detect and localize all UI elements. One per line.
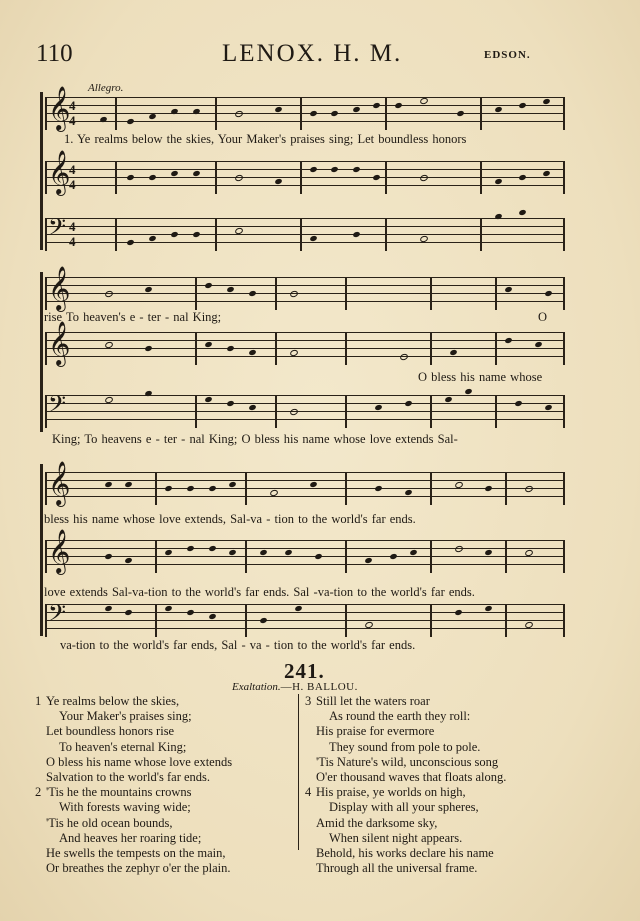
bar-line <box>505 604 507 637</box>
lyrics-line: va-tion to the world's far ends, Sal - va - tion to the world's far ends. <box>60 638 416 652</box>
verses-left-column <box>35 694 232 876</box>
note-head <box>274 178 282 185</box>
note-head <box>274 106 282 113</box>
note-head <box>409 549 417 556</box>
note-head <box>484 605 492 612</box>
staff-s3-bass <box>45 599 565 636</box>
note-head <box>518 174 526 181</box>
composer-name: EDSON. <box>484 49 531 61</box>
staff-s2-alto <box>45 321 565 365</box>
bar-line <box>345 540 347 573</box>
note-head <box>148 113 156 120</box>
note-head <box>164 549 172 556</box>
note-head <box>186 609 194 616</box>
verse-line: As round the earth they roll: <box>329 709 471 724</box>
note-head <box>259 617 267 624</box>
note-head <box>364 621 374 629</box>
verse-line: Amid the darksome sky, <box>316 815 438 830</box>
note-head <box>494 213 502 220</box>
system-brace <box>40 92 43 250</box>
note-head <box>144 390 152 397</box>
staff-s1-alto: 𝄞 4 4 <box>45 161 565 193</box>
note-head <box>419 235 429 243</box>
note-head <box>524 621 534 629</box>
bar-line <box>300 97 302 130</box>
lyrics-line: rise To heaven's e - ter - nal King; <box>44 310 222 324</box>
bar-line <box>195 395 197 428</box>
note-head <box>534 341 542 348</box>
note-head <box>524 485 534 493</box>
bar-line <box>245 540 247 573</box>
bass-clef-icon: 𝄢 <box>48 599 67 632</box>
note-head <box>484 549 492 556</box>
note-head <box>494 178 502 185</box>
note-head <box>124 557 132 564</box>
hymn-title: Exaltation. <box>232 681 281 693</box>
bar-line <box>300 218 302 251</box>
bass-clef-icon: 𝄢 <box>48 390 67 423</box>
bar-line <box>155 604 157 637</box>
note-head <box>186 545 194 552</box>
bar-line <box>195 332 197 365</box>
verse-line: 2 'Tis he the mountains crowns <box>35 785 192 800</box>
note-head <box>399 353 409 361</box>
note-head <box>314 553 322 560</box>
bar-line <box>245 604 247 637</box>
note-head <box>248 404 256 411</box>
note-head <box>404 400 412 407</box>
note-head <box>124 481 132 488</box>
bar-line <box>345 332 347 365</box>
note-head <box>248 349 256 356</box>
note-head <box>542 170 550 177</box>
note-head <box>284 549 292 556</box>
treble-clef-icon: 𝄞 <box>48 529 71 573</box>
note-head <box>204 341 212 348</box>
note-head <box>289 408 299 416</box>
verse-line: He swells the tempests on the main, <box>46 846 226 861</box>
staff-s2-treble <box>45 266 565 310</box>
column-divider <box>298 694 299 850</box>
note-head <box>144 286 152 293</box>
bar-line <box>495 332 497 365</box>
bar-line <box>495 395 497 428</box>
bar-line <box>275 395 277 428</box>
page-header <box>0 40 640 74</box>
bar-line <box>430 395 432 428</box>
bar-line <box>385 97 387 130</box>
note-head <box>192 170 200 177</box>
time-signature: 4 4 <box>69 98 76 128</box>
note-head <box>170 231 178 238</box>
note-head <box>104 553 112 560</box>
verse-line: To heaven's eternal King; <box>59 739 187 754</box>
verse-line: 3 Still let the waters roar <box>305 694 430 708</box>
note-head <box>104 396 114 404</box>
bar-line <box>480 161 482 194</box>
note-head <box>374 485 382 492</box>
note-head <box>208 613 216 620</box>
bar-line <box>385 161 387 194</box>
note-head <box>294 605 302 612</box>
treble-clef-icon: 𝄞 <box>48 86 71 130</box>
bar-line <box>430 540 432 573</box>
verse-line: Through all the universal frame. <box>316 861 478 876</box>
lyrics-line: 1. Ye realms below the skies, Your Maker's praises sing; Let boundless honors <box>64 132 467 146</box>
page-number: 110 <box>36 40 73 67</box>
verse-line: And heaves her roaring tide; <box>59 830 202 845</box>
note-head <box>444 396 452 403</box>
note-head <box>544 290 552 297</box>
verses-right-column <box>305 694 506 876</box>
hymn-subtitle <box>232 681 358 693</box>
note-head <box>104 605 112 612</box>
bar-line <box>480 218 482 251</box>
note-head <box>352 106 360 113</box>
bar-line <box>245 472 247 505</box>
hymn-number: 241. <box>284 659 325 683</box>
note-head <box>170 170 178 177</box>
note-head <box>124 609 132 616</box>
note-head <box>208 545 216 552</box>
note-head <box>504 337 512 344</box>
note-head <box>226 345 234 352</box>
verse-line: 1 Ye realms below the skies, <box>35 694 180 708</box>
note-head <box>259 549 267 556</box>
bar-line <box>155 472 157 505</box>
bar-line <box>275 277 277 310</box>
treble-clef-icon: 𝄞 <box>48 461 71 505</box>
note-head <box>484 485 492 492</box>
note-head <box>309 166 317 173</box>
note-head <box>449 349 457 356</box>
bar-line <box>430 332 432 365</box>
bar-line <box>215 97 217 130</box>
note-head <box>518 102 526 109</box>
lyrics-line: love extends Sal-va-tion to the world's far ends. Sal -va-tion to the world's far ends. <box>44 585 475 599</box>
staff-s3-alto <box>45 529 565 573</box>
note-head <box>330 110 338 117</box>
note-head <box>454 545 464 553</box>
bar-line <box>275 332 277 365</box>
bar-line <box>215 218 217 251</box>
verse-line: O bless his name whose love extends <box>46 754 233 769</box>
tune-title: LENOX. H. M. <box>222 40 403 67</box>
note-head <box>394 102 402 109</box>
bar-line <box>345 395 347 428</box>
note-head <box>104 341 114 349</box>
note-head <box>404 489 412 496</box>
note-head <box>514 400 522 407</box>
note-head <box>524 549 534 557</box>
note-head <box>126 239 134 246</box>
note-head <box>148 235 156 242</box>
note-head <box>309 235 317 242</box>
note-head <box>504 286 512 293</box>
verse-line: Behold, his works declare his name <box>316 846 494 861</box>
lyrics-line: O bless his name whose <box>418 370 543 384</box>
note-head <box>234 174 244 182</box>
bar-line <box>300 161 302 194</box>
note-head <box>289 349 299 357</box>
verse-line: When silent night appears. <box>329 830 463 845</box>
verse-line: Salvation to the world's far ends. <box>46 770 211 785</box>
note-head <box>144 345 152 352</box>
note-head <box>289 290 299 298</box>
note-head <box>192 231 200 238</box>
note-head <box>269 489 279 497</box>
treble-clef-icon: 𝄞 <box>48 150 71 194</box>
note-head <box>352 231 360 238</box>
note-head <box>389 553 397 560</box>
bar-line <box>115 161 117 194</box>
bar-line <box>215 161 217 194</box>
bar-line <box>115 218 117 251</box>
staff-s2-bass <box>45 390 565 427</box>
treble-clef-icon: 𝄞 <box>48 266 71 310</box>
verse-line: Or breathes the zephyr o'er the plain. <box>46 861 231 876</box>
bar-line <box>430 277 432 310</box>
note-head <box>226 400 234 407</box>
note-head <box>544 404 552 411</box>
note-head <box>104 290 114 298</box>
note-head <box>228 549 236 556</box>
note-head <box>170 108 178 115</box>
note-head <box>164 485 172 492</box>
verse-line: His praise for evermore <box>316 724 435 739</box>
lyrics-line: King; To heavens e - ter - nal King; O bless his name whose love extends Sal- <box>52 432 458 446</box>
note-head <box>234 110 244 118</box>
note-head <box>228 481 236 488</box>
note-head <box>419 97 429 105</box>
note-head <box>248 290 256 297</box>
note-head <box>364 557 372 564</box>
bar-line <box>505 540 507 573</box>
note-head <box>148 174 156 181</box>
bass-clef-icon: 𝄢 <box>48 213 67 246</box>
note-head <box>374 404 382 411</box>
verse-line: 'Tis he old ocean bounds, <box>46 815 173 830</box>
note-head <box>330 166 338 173</box>
bar-line <box>115 97 117 130</box>
verse-line: Display with all your spheres, <box>329 800 479 815</box>
verse-line: They sound from pole to pole. <box>329 739 481 754</box>
note-head <box>226 286 234 293</box>
verse-line: 4 His praise, ye worlds on high, <box>305 785 466 800</box>
bar-line <box>430 472 432 505</box>
bar-line <box>480 97 482 130</box>
bar-line <box>195 277 197 310</box>
note-head <box>494 106 502 113</box>
verse-line: O'er thousand waves that floats along. <box>316 770 507 785</box>
note-head <box>454 481 464 489</box>
bar-line <box>345 604 347 637</box>
note-head <box>464 388 472 395</box>
note-head <box>186 485 194 492</box>
note-head <box>456 110 464 117</box>
note-head <box>234 227 244 235</box>
note-head <box>126 118 134 125</box>
note-head <box>208 485 216 492</box>
note-head <box>104 481 112 488</box>
bar-line <box>430 604 432 637</box>
bar-line <box>385 218 387 251</box>
verse-line: 'Tis Nature's wild, unconscious song <box>316 754 499 769</box>
bar-line <box>495 277 497 310</box>
note-head <box>372 174 380 181</box>
note-head <box>192 108 200 115</box>
bar-line <box>505 472 507 505</box>
note-head <box>126 174 134 181</box>
lyrics-line: bless his name whose love extends, Sal-va - tion to the world's far ends. <box>44 512 416 526</box>
verse-line: With forests waving wide; <box>59 800 191 815</box>
note-head <box>542 98 550 105</box>
bar-line <box>345 277 347 310</box>
staff-s1-bass: 𝄢 4 4 <box>45 218 565 250</box>
note-head <box>518 209 526 216</box>
bar-line <box>345 472 347 505</box>
note-head <box>372 102 380 109</box>
note-head <box>309 110 317 117</box>
note-head <box>204 396 212 403</box>
hymn-author: —H. BALLOU. <box>280 681 358 693</box>
note-head <box>352 166 360 173</box>
note-head <box>454 609 462 616</box>
note-head <box>164 605 172 612</box>
verse-line: Your Maker's praises sing; <box>59 709 192 724</box>
lyrics-line: O <box>538 310 548 324</box>
treble-clef-icon: 𝄞 <box>48 321 71 365</box>
bar-line <box>155 540 157 573</box>
note-head <box>99 116 107 123</box>
note-head <box>204 282 212 289</box>
tempo-marking: Allegro. <box>88 82 124 94</box>
verse-line: Let boundless honors rise <box>46 724 175 739</box>
note-head <box>309 481 317 488</box>
note-head <box>419 174 429 182</box>
staff-s3-treble <box>45 461 565 505</box>
